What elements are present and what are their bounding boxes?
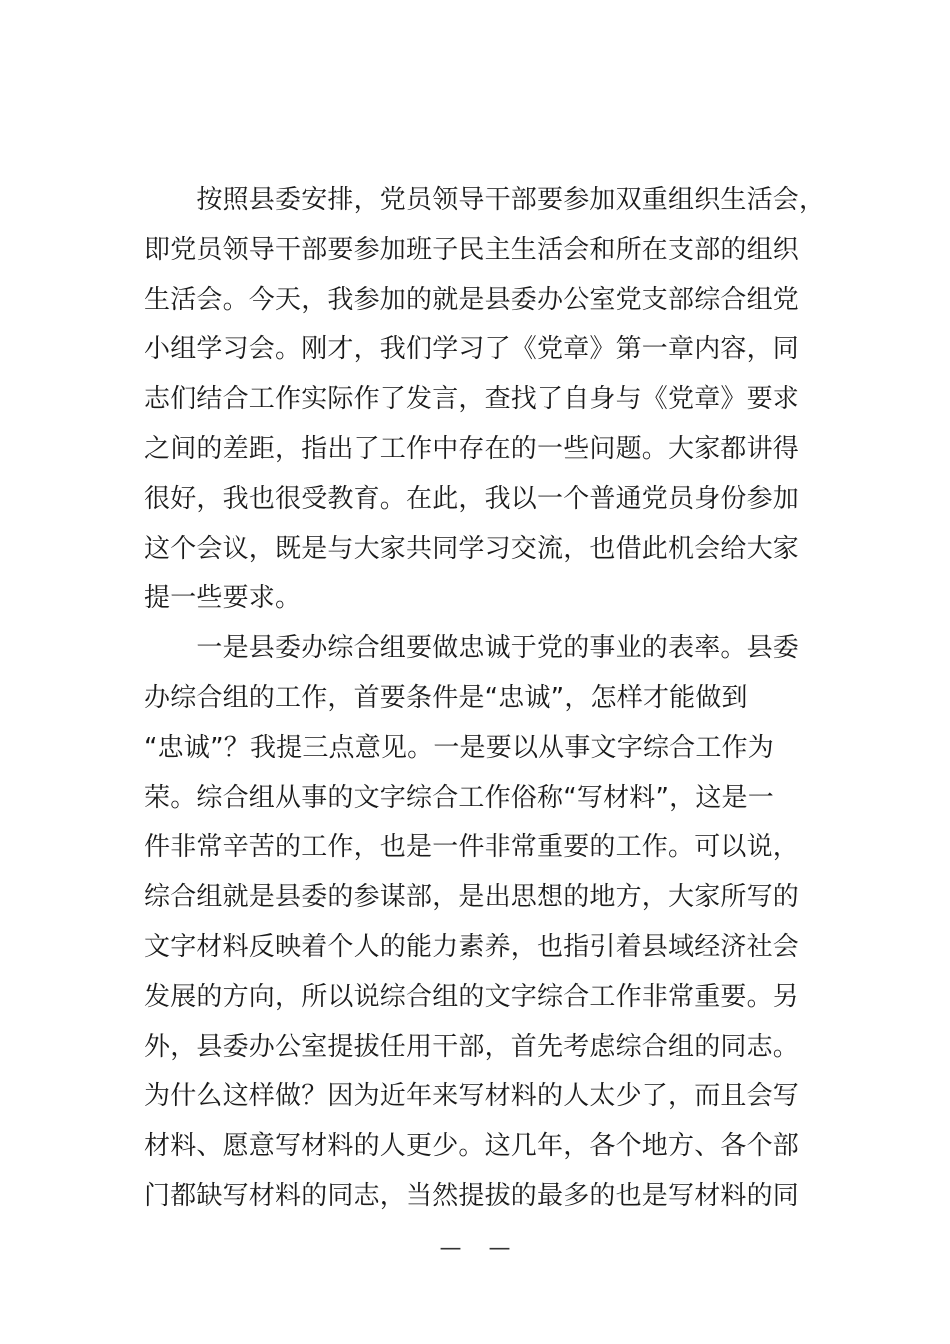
text-line: 门都缺写材料的同志，当然提拔的最多的也是写材料的同 <box>144 1180 800 1211</box>
text-line: “忠诚”？我提三点意见。一是要以从事文字综合工作为 <box>144 732 774 763</box>
text-line: 荣。综合组从事的文字综合工作俗称“写材料”，这是一 <box>144 782 774 813</box>
text-line: 一是县委办综合组要做忠诚于党的事业的表率。县委 <box>144 633 800 664</box>
text-line: 这个会议，既是与大家共同学习交流，也借此机会给大家 <box>144 533 800 564</box>
page-marker-left: — <box>439 1236 462 1261</box>
text-line: 件非常辛苦的工作，也是一件非常重要的工作。可以说， <box>144 832 800 863</box>
text-line: 外，县委办公室提拔任用干部，首先考虑综合组的同志。 <box>144 1031 800 1062</box>
text-line: 办综合组的工作，首要条件是“忠诚”，怎样才能做到 <box>144 682 748 713</box>
text-line: 之间的差距，指出了工作中存在的一些问题。大家都讲得 <box>144 433 800 464</box>
text-line: 文字材料反映着个人的能力素养，也指引着县域经济社会 <box>144 931 800 962</box>
text-line: 发展的方向，所以说综合组的文字综合工作非常重要。另 <box>144 981 800 1012</box>
text-line: 提一些要求。 <box>144 583 302 614</box>
text-line: 志们结合工作实际作了发言，查找了自身与《党章》要求 <box>144 384 800 415</box>
text-line: 很好，我也很受教育。在此，我以一个普通党员身份参加 <box>144 483 800 514</box>
text-line: 综合组就是县委的参谋部，是出思想的地方，大家所写的 <box>144 882 800 913</box>
text-line: 材料、愿意写材料的人更少。这几年，各个地方、各个部 <box>144 1131 800 1162</box>
page-marker-right: — <box>488 1236 511 1261</box>
page-footer <box>0 1236 950 1261</box>
text-line: 按照县委安排，党员领导干部要参加双重组织生活会， <box>144 185 826 215</box>
text-line: 为什么这样做？因为近年来写材料的人太少了，而且会写 <box>144 1081 800 1112</box>
body-text <box>144 176 826 1222</box>
text-line: 小组学习会。刚才，我们学习了《党章》第一章内容，同 <box>144 334 800 365</box>
text-line: 即党员领导干部要参加班子民主生活会和所在支部的组织 <box>144 234 800 265</box>
text-line: 生活会。今天，我参加的就是县委办公室党支部综合组党 <box>144 284 800 315</box>
